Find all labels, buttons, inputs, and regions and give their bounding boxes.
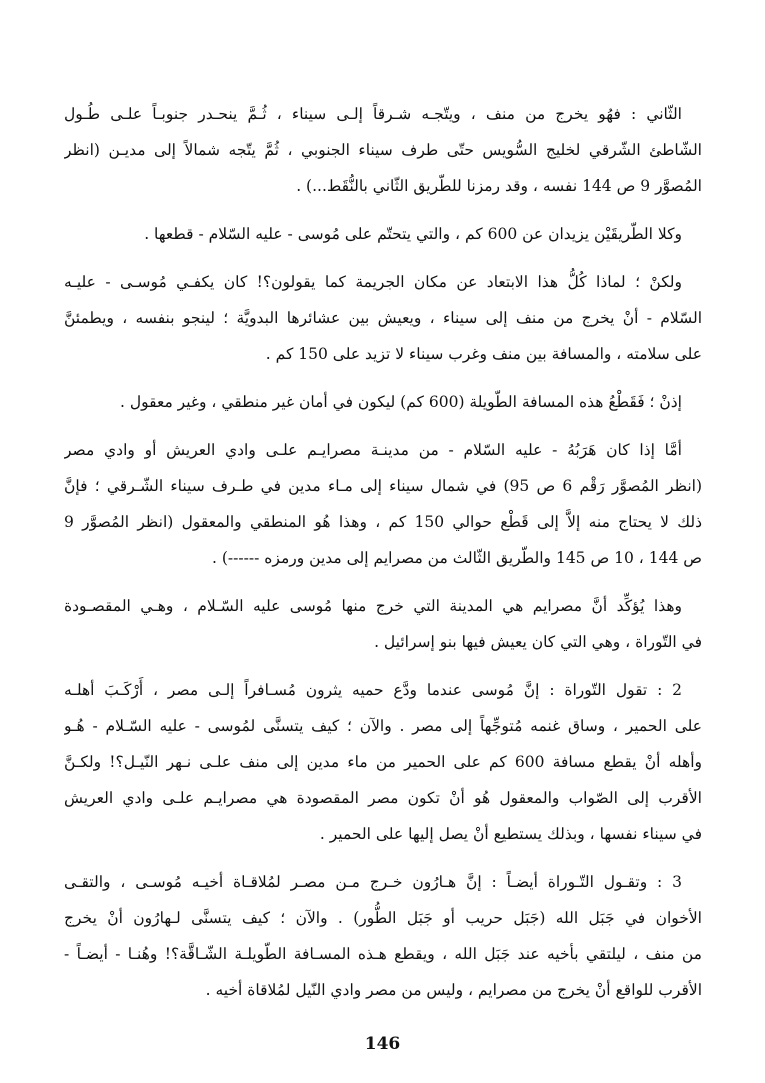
- text-line: المُصوَّر 9 ص 144 نفسه ، وقد رمزنا للطّريق الثّاني بالنُّقَط...) .: [296, 177, 702, 195]
- text-line: 2 : تقول التّوراة : إنَّ مُوسى عندما ودَّع حميه يثرون مُسـافراً إلـى مصر ، أَرْكَـبَ أهلـه: [64, 681, 682, 699]
- text-line: من منف ، ليلتقي بأخيه عند جَبَل الله ، ويقطع هـذه المسـافة الطّويلـة الشّـاقَّة؟! وهُنـا - أيضـاً -: [64, 945, 702, 963]
- paragraph-second-route: [64, 96, 702, 204]
- text-line: ص 144 ، 10 ص 145 والطّريق الثّالث من مصرايم إلى مدين ورمزه ------) .: [212, 549, 702, 567]
- text-line: الثّاني : فهُو يخرج من منف ، ويتّجـه شـرقاً إلـى سيناء ، ثُـمَّ ينحـدر جنوبـاً علـى طُـول: [64, 105, 682, 123]
- text-line: وأهله أنْ يقطع مسافة 600 كم على الحمير من ماء مدين إلى منف علـى نـهر النّيـل؟! ولكـنَّ: [64, 753, 702, 771]
- text-line: (انظر المُصوَّر رَقْم 6 ص 95) في شمال سيناء إلى مـاء مدين في طـرف سيناء الشّـرقي ؛ فإنَّ: [64, 477, 702, 495]
- text-line: السّلام - أنْ يخرج من منف إلى سيناء ، ويعيش بين عشائرها البدويَّة ؛ لينجو بنفسه ، ويطمئنَّ: [64, 309, 702, 327]
- text-line: على الحمير ، وساق غنمه مُتوجِّهاً إلى مصر . والآن ؛ كيف يتسنَّى لمُوسى - عليه السّـلام - هُـو: [64, 717, 702, 735]
- paragraph-point-3: [64, 864, 702, 1008]
- paragraph-both-routes: [64, 216, 702, 252]
- page-body: [64, 96, 702, 1020]
- paragraph-why-far: [64, 264, 702, 372]
- text-line: 3 : وتقـول التّـوراة أيضـاً : إنَّ هـارُون خـرج مـن مصـر لمُلاقـاة أخيـه مُوسـى ، والتقـى: [64, 873, 682, 891]
- text-line: في التّوراة ، وهي التي كان يعيش فيها بنو إسرائيل .: [374, 633, 702, 651]
- text-line: وهذا يُؤكِّد أنَّ مصرايم هي المدينة التي خرج منها مُوسى عليه السّـلام ، وهـي المقصـودة: [64, 597, 682, 615]
- text-line: ذلك لا يحتاج منه إلاَّ إلى قَطْع حوالي 150 كم ، وهذا هُو المنطقي والمعقول (انظر المُصوَّر 9: [64, 513, 702, 531]
- paragraph-escape-from-misraim: [64, 432, 702, 576]
- text-line: على سلامته ، والمسافة بين منف وغرب سيناء لا تزيد على 150 كم .: [265, 345, 702, 363]
- text-line: إذنْ ؛ فَقَطْعُ هذه المسافة الطّويلة (600 كم) ليكون في أمان غير منطقي ، وغير معقول .: [120, 393, 682, 411]
- text-line: الشّاطئ الشّرقي لخليج السُّويس حتّى طرف سيناء الجنوبي ، ثُمَّ يتّجه شمالاً إلى مديـن (انظر: [64, 141, 702, 159]
- text-line: الأخوان في جَبَل الله (جَبَل حريب أو جَبَل الطُّور) . والآن ؛ كيف يتسنَّى لـهارُون أنْ يخرج: [64, 909, 702, 927]
- paragraph-point-2: [64, 672, 702, 852]
- page-number: 146: [364, 1034, 401, 1054]
- text-line: وكلا الطّريقَيْن يزيدان عن 600 كم ، والتي يتحتّم على مُوسى - عليه السّلام - قطعها .: [144, 225, 682, 243]
- text-line: الأقرب للواقع أنْ يخرج من مصرايم ، وليس من مصر وادي النّيل لمُلاقاة أخيه .: [205, 981, 702, 999]
- paragraph-illogical: [64, 384, 702, 420]
- text-line: في سيناء نفسها ، وبذلك يستطيع أنْ يصل إليها على الحمير .: [319, 825, 702, 843]
- text-line: الأقرب إلى الصّواب والمعقول هُو أنْ تكون مصر المقصودة هي مصرايـم علـى وادي العريش: [64, 789, 702, 807]
- text-line: ولكنْ ؛ لماذا كُلُّ هذا الابتعاد عن مكان الجريمة كما يقولون؟! كان يكفـي مُوسـى - عليـه: [64, 273, 682, 291]
- text-line: أمَّا إذا كان هَرَبُهُ - عليه السّلام - من مدينـة مصرايـم علـى وادي العريش أو وادي مصر: [64, 441, 682, 459]
- paragraph-confirmation: [64, 588, 702, 660]
